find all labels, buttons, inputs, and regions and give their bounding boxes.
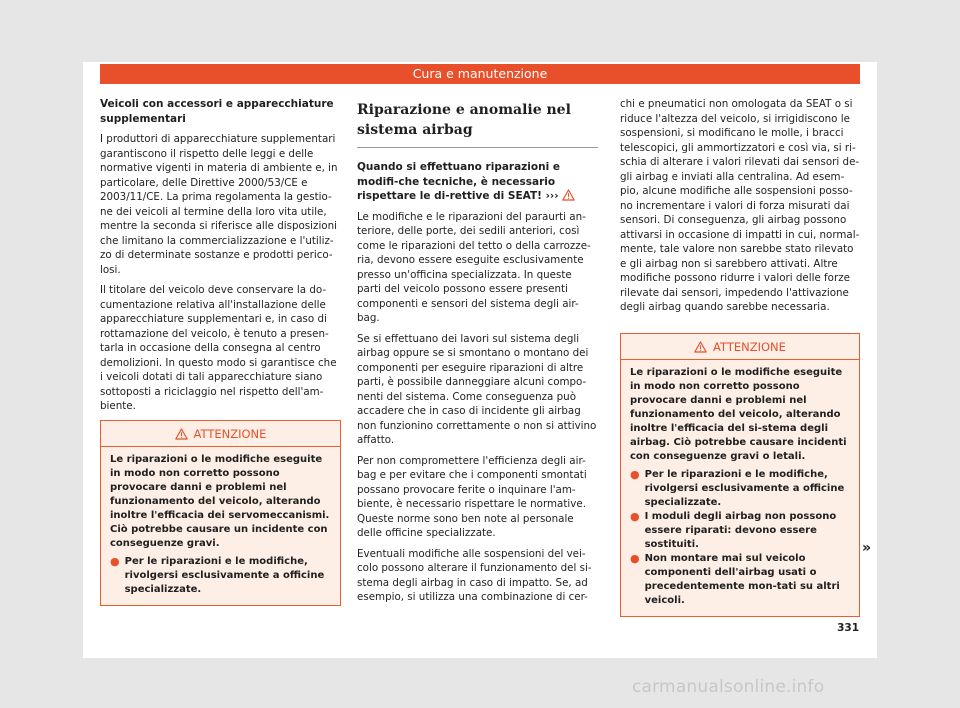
- bullet-dot: ●: [630, 467, 640, 481]
- continue-marker: »: [862, 540, 872, 556]
- warning-text: Le riparazioni o le modifiche eseguite in modo non corretto possono provocare danni e problemi nel funzionamento del veicolo, alterando inoltre l'efficacia dei servomeccanismi. Ciò potrebbe causare un incidente con conseguenze gravi.: [110, 453, 330, 549]
- warning-title: ATTENZIONE: [193, 426, 267, 441]
- paragraph: Per non compromettere l'efficienza degli air-bag e per evitare che i componenti smontati possano provocare ferite o inquinare l'am-biente, è necessario rispettare le normative. Queste norme sono ben note al personale delle officine specializzate.: [357, 454, 587, 539]
- warning-box: [620, 333, 860, 617]
- chapter-header: Cura e manutenzione: [100, 64, 860, 84]
- bullet-text: I moduli degli airbag non possono essere riparati: devono essere sostituiti.: [644, 510, 837, 550]
- warning-header: [621, 334, 859, 360]
- warning-text: Le riparazioni o le modifiche eseguite in modo non corretto possono provocare danni e problemi nel funzionamento del veicolo, alterando inoltre l'efficacia del si-stema degli airbag. Ciò potrebbe causare incidenti con conseguenze gravi o letali.: [630, 366, 847, 462]
- warning-body: [101, 447, 340, 605]
- subheading-text: Quando si effettuano riparazioni e modifi-che tecniche, è necessario rispettare le di-rettive di SEAT!: [357, 161, 560, 202]
- warning-header: [101, 421, 340, 447]
- warning-triangle-icon: [562, 189, 575, 201]
- bullet-text: Non montare mai sul veicolo componenti dell'airbag usati o precedentemente mon-tati su altri veicoli.: [644, 552, 840, 606]
- warning-box: [100, 420, 341, 606]
- warning-title: ATTENZIONE: [713, 339, 786, 354]
- column-right: [620, 97, 860, 617]
- warning-triangle-icon: [694, 341, 707, 353]
- paragraph: Eventuali modifiche alle sospensioni del vei-colo possono alterare il funzionamento del si-stema degli airbag in caso di impatto. Se, ad esempio, si utilizza una combinazione di cer-: [357, 547, 592, 603]
- column-middle: [357, 100, 598, 611]
- cross-reference-link[interactable]: ›››: [545, 190, 559, 202]
- page-number: 331: [837, 622, 859, 634]
- section-heading-accessories: Veicoli con accessori e apparecchiature supplementari: [100, 98, 334, 125]
- bullet-dot: ●: [630, 509, 640, 523]
- watermark: carmanualsonline.info: [632, 677, 825, 697]
- column-left: [100, 97, 341, 606]
- bullet-text: Per le riparazioni e le modifiche, rivolgersi esclusivamente a officine specializzate.: [644, 468, 845, 508]
- bullet-dot: ●: [110, 554, 120, 568]
- warning-bullet: [630, 510, 850, 552]
- warning-triangle-icon: [175, 428, 188, 440]
- warning-bullet: [630, 552, 850, 608]
- paragraph: Se si effettuano dei lavori sul sistema degli airbag oppure se si smontano o montano dei componenti per eseguire riparazioni di altre parti, è possibile danneggiare alcuni compo-nenti del sistema. Come conseguenza può accadere che in caso di incidente gli airbag non funzionino correttamente o non si attivino affatto.: [357, 332, 597, 446]
- bullet-dot: ●: [630, 551, 640, 565]
- paragraph: Le modifiche e le riparazioni del paraurti an-teriore, delle porte, dei sedili anteriori, così come le riparazioni del tetto o della carrozze-ria, devono essere eseguite esclusivamente presso un'officina specializzata. In queste parti del veicolo possono essere presenti componenti e sensori del sistema degli air-bag.: [357, 210, 591, 324]
- subheading-airbag: [357, 160, 598, 204]
- warning-body: [621, 360, 859, 616]
- warning-bullet: [110, 555, 331, 597]
- warning-bullet: [630, 468, 850, 510]
- paragraph: chi e pneumatici non omologata da SEAT o si riduce l'altezza del veicolo, si irrigidiscono le sospensioni, si modificano le molle, i bracci telescopici, gli ammortizzatori e così via, si ri-schia di alterare i valori rilevati dai sensori de-gli airbag e inviati alla centralina. Ad esem-pio, alcune modifiche alle sospensioni posso-no incrementare i valori di forza misurati dai sensori. Di conseguenza, gli airbag possono attivarsi in occasione di impatti in cui, normal-mente, tale valore non sarebbe stato rilevato e gli airbag non si sarebbero attivati. Altre modifiche possono ridurre i valori delle forze rilevate dai sensori, impedendo l'attivazione degli airbag quando sarebbe necessaria.: [620, 98, 860, 313]
- bullet-text: Per le riparazioni e le modifiche, rivolgersi esclusivamente a officine specializzate.: [124, 555, 325, 595]
- manual-page: [83, 62, 877, 658]
- section-title-airbag: Riparazione e anomalie nel sistema airbag: [357, 100, 598, 148]
- paragraph: I produttori di apparecchiature supplementari garantiscono il rispetto delle leggi e delle normative vigenti in materia di ambiente e, in particolare, delle Direttive 2000/53/CE e 2003/11/CE. La prima regolamenta la gestio-ne dei veicoli al termine della loro vita utile, mentre la seconda si riferisce alle disposizioni che limitano la commercializzazione e l'utiliz-zo di determinate sostanze e prodotti perico-losi.: [100, 133, 338, 276]
- paragraph: Il titolare del veicolo deve conservare la do-cumentazione relativa all'installazione delle apparecchiature supplementari e, in caso di rottamazione del veicolo, è tenuto a presen-tarla in occasione della consegna al centro demolizioni. In questo modo si garantisce che i veicoli dotati di tali apparecchiature siano sottoposti a riciclaggio nel rispetto dell'am-biente.: [100, 284, 337, 412]
